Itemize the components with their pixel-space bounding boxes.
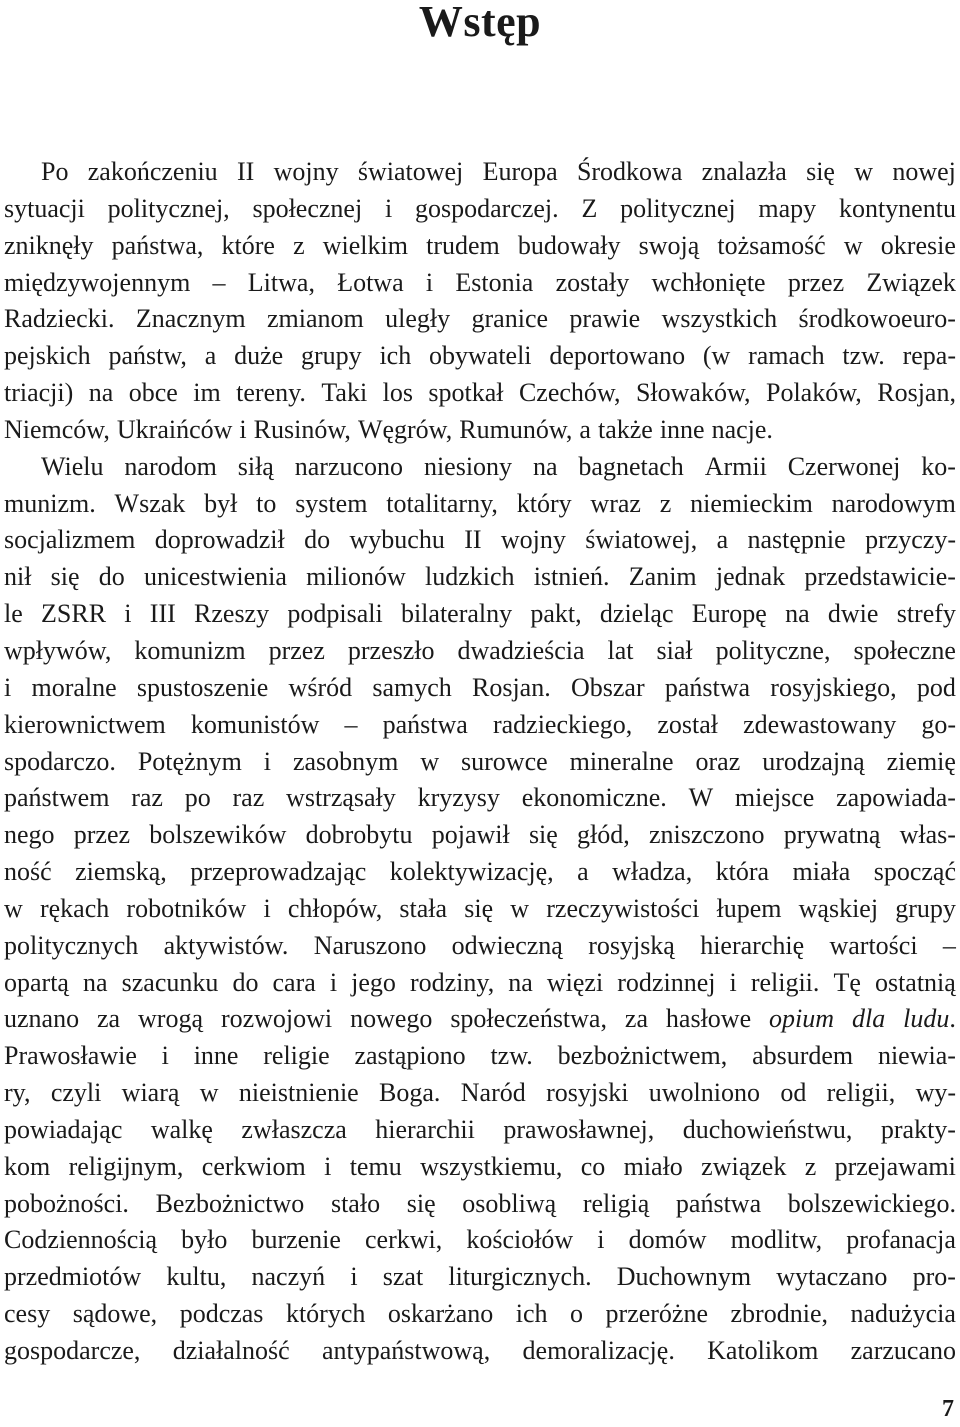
text-line: gospodarcze, działalność antypaństwową, demoralizację. Katolikom zarzucano bbox=[4, 1336, 956, 1365]
text-line: politycznych aktywistów. Naruszono odwieczną rosyjską hierarchię wartości – bbox=[4, 930, 956, 960]
text-line: kom religijnym, cerkwiom i temu wszystkiemu, co miało związek z przejawami bbox=[4, 1151, 956, 1181]
text-line: pobożności. Bezbożnictwo stało się osobliwą religią państwa bolszewickiego. bbox=[4, 1188, 956, 1218]
page-number: 7 bbox=[942, 1396, 954, 1422]
text-line: w rękach robotników i chłopów, stała się w rzeczywistości łupem wąskiej grupy bbox=[4, 893, 956, 923]
text-line: przedmiotów kultu, naczyń i szat liturgicznych. Duchownym wytaczano pro- bbox=[4, 1262, 956, 1292]
text-line: i moralne spustoszenie wśród samych Rosjan. Obszar państwa rosyjskiego, pod bbox=[4, 672, 956, 702]
text-line: nił się do unicestwienia milionów ludzkich istnień. Zanim jednak przedstawicie- bbox=[4, 562, 956, 592]
text-line: międzywojennym – Litwa, Łotwa i Estonia zostały wchłonięte przez Związek bbox=[4, 267, 956, 297]
text-line: Niemców, Ukraińców i Rusinów, Węgrów, Rumunów, a także inne nacje. bbox=[4, 414, 773, 444]
text-line: wpływów, komunizm przez przeszło dwadzieścia lat siał polityczne, społeczne bbox=[4, 635, 956, 665]
text-line: opartą na szacunku do cara i jego rodziny, na więzi rodzinnej i religii. Tę ostatnią bbox=[4, 967, 956, 997]
text-line: państwem raz po raz wstrząsały kryzysy ekonomiczne. W miejsce zapowiada- bbox=[4, 783, 956, 813]
text-line: Codziennością było burzenie cerkwi, kościołów i domów modlitw, profanacja bbox=[4, 1225, 956, 1255]
text-line: uznano za wrogą rozwojowi nowego społeczeństwa, za hasłowe opium dla ludu. bbox=[4, 1004, 956, 1034]
text-line: ność ziemską, przeprowadzając kolektywizację, a władza, która miała spocząć bbox=[4, 857, 956, 887]
text-line: ry, czyli wiarą w nieistnienie Boga. Naród rosyjski uwolniono od religii, wy- bbox=[4, 1078, 956, 1108]
text-line: zniknęły państwa, które z wielkim trudem budowały swoją tożsamość w okresie bbox=[4, 230, 956, 260]
text-line: le ZSRR i III Rzeszy podpisali bilateralny pakt, dzieląc Europę na dwie strefy bbox=[4, 599, 956, 629]
text-line: Radziecki. Znacznym zmianom uległy granice prawie wszystkich środkowoeuro- bbox=[4, 304, 956, 334]
text-line: Po zakończeniu II wojny światowej Europa Środkowa znalazła się w nowej bbox=[41, 157, 956, 186]
body-text bbox=[4, 154, 956, 1370]
text-line: sytuacji politycznej, społecznej i gospodarczej. Z politycznej mapy kontynentu bbox=[4, 193, 956, 223]
text-line: triacji) na obce im tereny. Taki los spotkał Czechów, Słowaków, Polaków, Rosjan, bbox=[4, 378, 956, 408]
text-line: powiadając walkę zwłaszcza hierarchii prawosławnej, duchowieństwu, prakty- bbox=[4, 1114, 956, 1144]
text-line: Wielu narodom siłą narzucono niesiony na bagnetach Armii Czerwonej ko- bbox=[41, 451, 956, 481]
text-line: spodarczo. Potężnym i zasobnym w surowce mineralne oraz urodzajną ziemię bbox=[4, 746, 956, 776]
text-line: Prawosławie i inne religie zastąpiono tzw. bezbożnictwem, absurdem niewia- bbox=[4, 1041, 956, 1071]
text-line: pejskich państw, a duże grupy ich obywateli deportowano (w ramach tzw. repa- bbox=[4, 341, 956, 371]
text-line: nego przez bolszewików dobrobytu pojawił się głód, zniszczono prywatną włas- bbox=[4, 820, 956, 850]
text-line: munizm. Wszak był to system totalitarny, który wraz z niemieckim narodowym bbox=[4, 488, 956, 518]
text-line: kierownictwem komunistów – państwa radzieckiego, został zdewastowany go- bbox=[4, 709, 956, 739]
page-title: Wstęp bbox=[418, 0, 542, 46]
text-line: cesy sądowe, podczas których oskarżano ich o przeróżne zbrodnie, nadużycia bbox=[4, 1299, 956, 1329]
text-line: socjalizmem doprowadził do wybuchu II wojny światowej, a następnie przyczy- bbox=[4, 525, 956, 555]
